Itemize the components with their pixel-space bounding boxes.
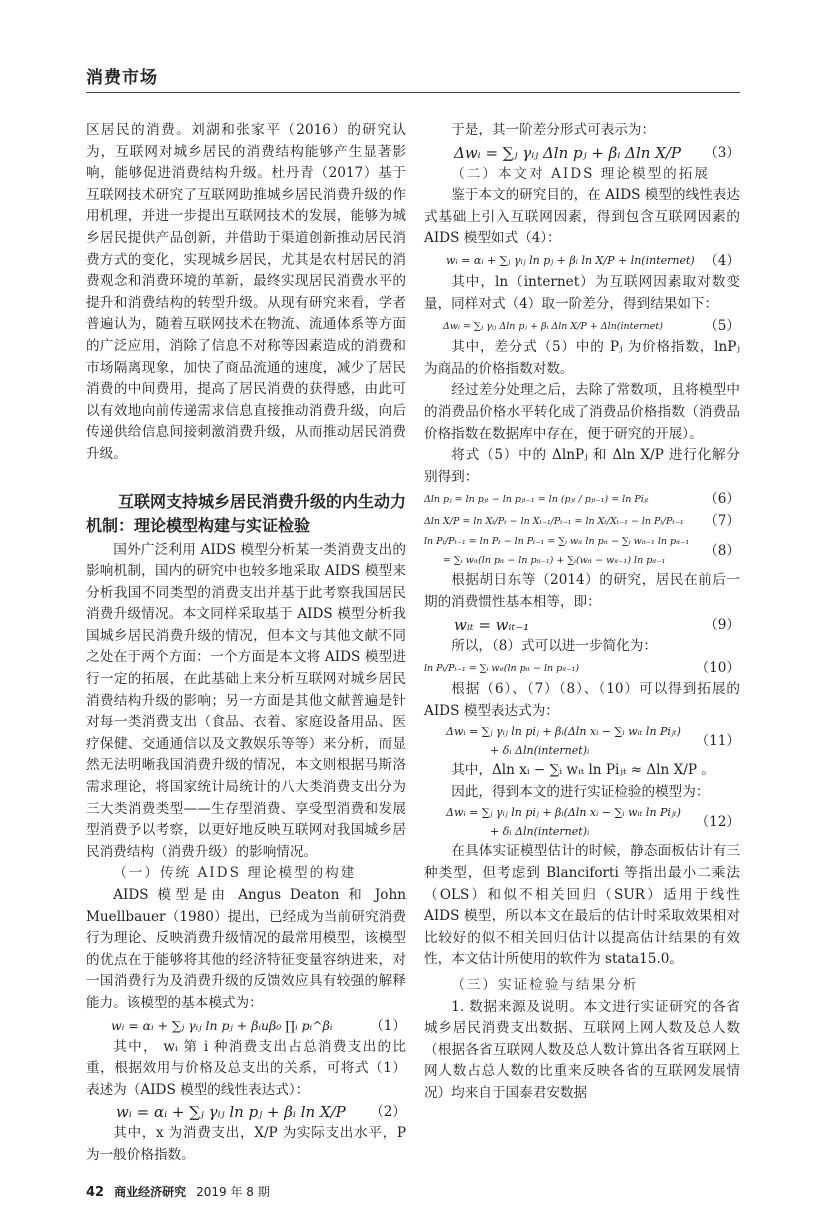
equation-10 (424, 657, 740, 679)
equation-number: （10） (695, 660, 740, 677)
equation-5 (424, 315, 740, 337)
equation-4 (424, 250, 740, 272)
equation-body: Δln pⱼ = ln pⱼₜ − ln pⱼₜ₋₁ = ln (pⱼₜ / pⱼₜ₋₁) = ln Piⱼₜ (424, 493, 649, 505)
equation-number: （2） (370, 1104, 406, 1121)
left-column (86, 120, 406, 1167)
equation-line: ln Pₜ/Pₜ₋₁ = ln Pₜ − ln Pₜ₋₁ = ∑ᵢ wᵢₜ ln pᵢₜ − ∑ᵢ wᵢₜ₋₁ ln pᵢₜ₋₁ (424, 536, 690, 548)
paragraph: AIDS 模型是由 Angus Deaton 和 John Muellbauer（1980）提出，已经成为当前研究消费行为理论、反映消费升级情况的最常用模型，该模型的优点在于能够将其他的经济特征变量容纳进来，对一国消费行为及消费升级的反馈效应具有较强的解释能力。该模型的基本模式为： (86, 887, 406, 1011)
equation-body: wᵢₜ = wᵢₜ₋₁ (454, 615, 530, 634)
equation-body: wᵢ = αᵢ + ∑ⱼ γᵢⱼ ln pⱼ + βᵢ ln X/P (116, 1103, 346, 1122)
equation-1 (86, 1015, 406, 1037)
paragraph: 区居民的消费。刘湖和张家平（2016）的研究认为，互联网对城乡居民的消费结构能够产生显著影响，能够促进消费结构升级。杜丹青（2017）基于互联网技术研究了互联网助推城乡居民消费升级的作用机理，并进一步提出互联网技术的发展，能够为城乡居民提供产品创新，并借助于渠道创新推动居民消费方式的变化，实现城乡居民，尤其是农村居民的消费观念和消费环境的革新，最终实现居民消费水平的提升和消费结构的转型升级。从现有研究来看，学者普遍认为，随着互联网技术在物流、流通体系等方面的广泛应用，消除了信息不对称等因素造成的消费和市场隔离现象，加快了商品流通的速度，减少了居民消费的中间费用，提高了居民消费的获得感，由此可以有效地向前传递需求信息直接推动消费升级，向后传递供给信息间接刺激消费升级，从而推动居民消费升级。 (86, 122, 406, 462)
equation-body: wᵢ = αᵢ + ∑ⱼ γᵢⱼ ln pⱼ + βᵢuβ₀ ∏ᵢ pᵢ^βᵢ (111, 1017, 333, 1033)
equation-body: Δln X/P = ln Xₜ/Pₜ − ln Xₜ₋₁/Pₜ₋₁ = ln Xₜ/Xₜ₋₁ − ln Pₜ/Pₜ₋₁ (424, 515, 684, 527)
paragraph: 根据（6）、（7）（8）、（10）可以得到拓展的 AIDS 模型表达式为： (424, 681, 740, 719)
journal-name: 商业经济研究 (114, 1184, 187, 1199)
paragraph: 于是，其一阶差分形式可表示为： (451, 122, 656, 138)
paragraph: 将式（5）中的 ΔlnPⱼ 和 Δln X/P 进行化解分别得到： (424, 447, 740, 485)
equation-body (446, 722, 690, 760)
paragraph: 所以，（8）式可以进一步简化为： (451, 637, 657, 654)
equation-line: Δwᵢ = ∑ⱼ γᵢⱼ ln piⱼ + βᵢ(Δln xᵢ − ∑ᵢ wᵢₜ ln Piⱼₜ) (446, 725, 681, 739)
equation-body (424, 532, 698, 570)
equation-number: （9） (704, 616, 740, 633)
columns (86, 120, 741, 1167)
paragraph: 经过差分处理之后，去除了常数项，且将模型中的消费品价格水平转化成了消费品价格指数（消费品价格指数在数据库中存在，便于研究的开展）。 (424, 382, 740, 442)
equation-number: （5） (704, 318, 740, 335)
equation-6 (424, 488, 740, 510)
equation-line: Δwᵢ = ∑ⱼ γᵢⱼ ln piⱼ + βᵢ(Δln xᵢ − ∑ᵢ wᵢₜ ln Piⱼₜ) (446, 806, 681, 820)
subsection-heading: （一）传统 AIDS 理论模型的构建 (113, 865, 357, 882)
equation-line: + δᵢ Δln(internet)ᵢ (490, 744, 590, 758)
paragraph: 国外广泛利用 AIDS 模型分析某一类消费支出的影响机制，国内的研究中也较多地采取 AIDS 模型来分析我国不同类型的消费支出并基于此考察我国居民消费升级情况。本文同样采取基于 AIDS 模型分析我国城乡居民消费升级的情况，但本文与其他文献不同之处在于两个方面：一个方面是本文将 AIDS 模型进行一定的拓展，在此基础上来分析互联网对城乡居民消费结构升级的影响；另一方面是其他文献普遍是针对每一类消费支出（食品、衣着、家庭设备用品、医疗保健、交通通信以及文教娱乐等等）来分析，而显然无法明晰我国消费升级的情况，本文则根据马斯洛需求理论，将国家统计局统计的八大类消费支出分为三大类消费类型——生存型消费、享受型消费和发展型消费予以考察，以更好地反映互联网对我国城乡居民消费结构（消费升级）的影响情况。 (86, 541, 406, 860)
page-footer (86, 1183, 741, 1200)
equation-body: Δwᵢ = ∑ⱼ γᵢⱼ Δln pⱼ + βᵢ Δln X/P + Δln(internet) (443, 320, 663, 332)
equation-11 (424, 722, 740, 760)
equation-body: ln Pₜ/Pₜ₋₁ = ∑ᵢ wᵢₜ(ln pᵢₜ − ln pᵢₜ₋₁) (424, 662, 580, 674)
equation-number: （11） (695, 733, 740, 750)
paragraph: 其中，差分式（5）中的 Pⱼ 为价格指数，lnPⱼ 为商品的价格指数对数。 (424, 339, 740, 377)
right-column (424, 120, 740, 1105)
paragraph: 1. 数据来源及说明。本文进行实证研究的各省城乡居民消费支出数据、互联网上网人数及总人数（根据各省互联网人数及总人数计算出各省互联网上网人数占总人数的比重来反映各省的互联网发展情况）均来自于国泰君安数据 (424, 998, 740, 1101)
equation-body: Δwᵢ = ∑ⱼ γᵢⱼ Δln pⱼ + βᵢ Δln X/P (454, 143, 682, 162)
equation-number: （4） (704, 252, 740, 269)
paragraph: 其中， wᵢ 第 i 种消费支出占总消费支出的比重，根据效用与价格及总支出的关系，可将式（1）表述为（AIDS 模型的线性表达式）： (86, 1038, 406, 1098)
equation-line: + δᵢ Δln(internet)ᵢ (490, 825, 590, 839)
section-heading: 互联网支持城乡居民消费升级的内生动力机制：理论模型构建与实证检验 (86, 491, 407, 535)
equation-number: （12） (695, 814, 740, 831)
page-number: 42 (86, 1184, 105, 1200)
equation-line: = ∑ᵢ wᵢₜ(ln pᵢₜ − ln pᵢₜ₋₁) + ∑ᵢ(wᵢₜ − wᵢₜ₋₁) ln pᵢₜ₋₁ (443, 555, 666, 567)
paragraph: 根据胡日东等（2014）的研究，居民在前后一期的消费惯性基本相等，即： (424, 572, 740, 610)
equation-number: （6） (704, 491, 740, 508)
paragraph: 鉴于本文的研究目的，在 AIDS 模型的线性表达式基础上引入互联网因素，得到包含互联网因素的 AIDS 模型如式（4）： (424, 187, 740, 247)
equation-7 (424, 510, 740, 532)
equation-8 (424, 532, 740, 570)
equation-number: （8） (704, 543, 740, 560)
paragraph: 在具体实证模型估计的时候，静态面板估计有三种类型，但考虑到 Blanciforti 等指出最小二乘法（OLS）和似不相关回归（SUR）适用于线性 AIDS 模型，所以本文在最后的估计时采取效果相对比较好的似不相关回归估计以提高估计结果的有效性，本文估计所使用的软件为 stata15.0。 (424, 843, 740, 968)
equation-2 (86, 1101, 406, 1123)
paragraph: 因此，得到本文的进行实证检验的模型为： (451, 783, 710, 800)
paragraph: 其中，ln（internet）为互联网因素取对数变量，同样对式（4）取一阶差分，得到结果如下： (424, 273, 740, 312)
issue: 2019 年 8 期 (196, 1184, 270, 1199)
header-rule (86, 92, 740, 93)
equation-3 (424, 142, 740, 164)
subsection-heading: （三）实证检验与结果分析 (451, 977, 639, 994)
equation-body: wᵢ = αᵢ + ∑ⱼ γᵢⱼ ln pⱼ + βᵢ ln X/P + ln(internet) (446, 253, 695, 267)
paragraph: 其中，x 为消费支出，X/P 为实际支出水平，P 为一般价格指数。 (86, 1125, 406, 1163)
equation-12 (424, 803, 740, 841)
section-header: 消费市场 (86, 68, 158, 88)
equation-number: （3） (704, 144, 740, 161)
subsection-heading: （二）本文对 AIDS 理论模型的拓展 (451, 165, 710, 182)
equation-number: （7） (704, 513, 740, 530)
equation-9 (424, 614, 740, 636)
paragraph: 其中，Δln xᵢ − ∑ᵢ wᵢₜ ln Piⱼₜ ≈ Δln X/P 。 (451, 762, 715, 779)
equation-number: （1） (370, 1017, 406, 1034)
equation-body (446, 803, 690, 841)
